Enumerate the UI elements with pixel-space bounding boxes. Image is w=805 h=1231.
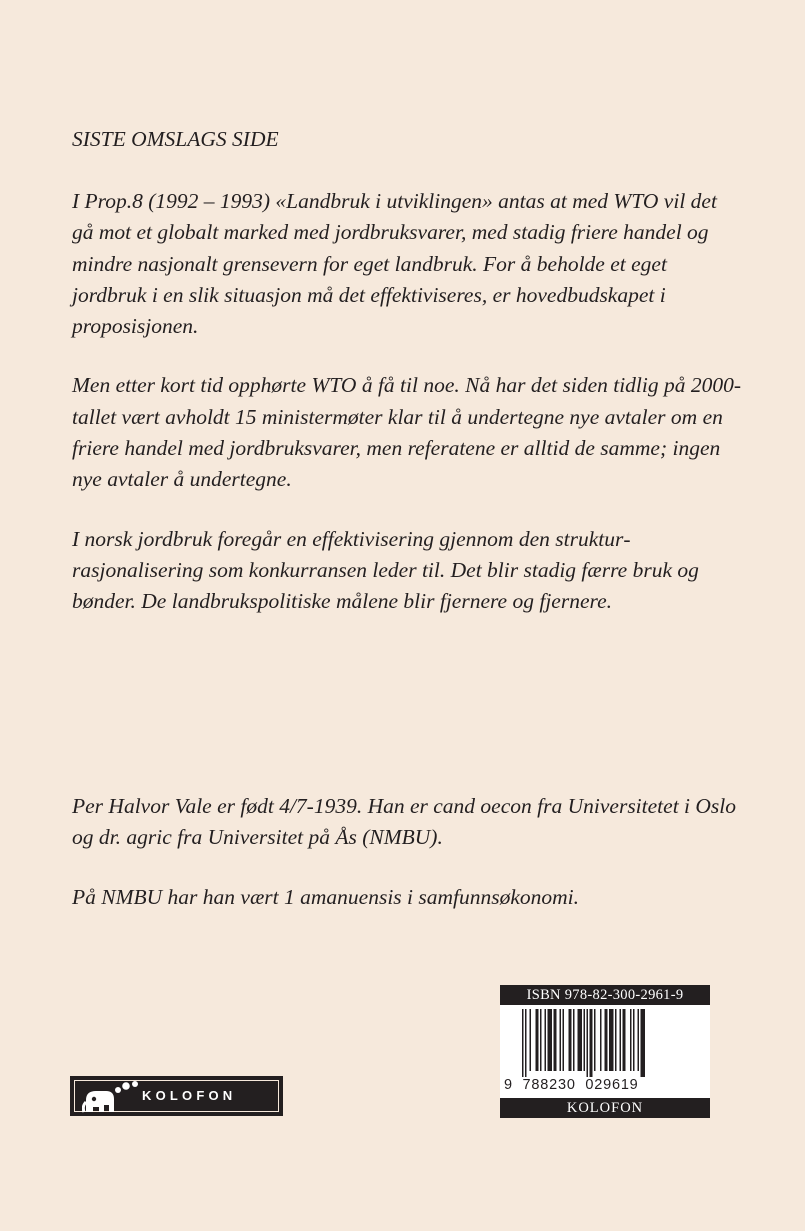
cover-header <box>72 124 742 183</box>
author-bio-paragraph: På NMBU har han vært 1 amanuensis i samfunnsøkonomi. <box>72 884 580 909</box>
author-bio <box>72 791 742 941</box>
barcode-digits: 9 788230 029619 <box>504 1077 639 1093</box>
blurb-paragraph: I norsk jordbruk foregår en effektivisering gjennom den strukturrasjonalisering som konkurransen leder til. Det blir stadig færre bruk og bønder. De landbrukspolitiske målene blir fjernere og fjernere. <box>72 526 699 614</box>
page-title: SISTE OMSLAGS SIDE <box>72 127 279 151</box>
isbn-label: ISBN 978-82-300-2961-9 <box>500 985 710 1005</box>
publisher-logo <box>70 1076 283 1116</box>
barcode-publisher: KOLOFON <box>500 1098 710 1118</box>
author-bio-paragraph: Per Halvor Vale er født 4/7-1939. Han er cand oecon fra Universitetet i Oslo og dr. agric fra Universitet på Ås (NMBU). <box>72 794 737 850</box>
blurb <box>72 186 742 646</box>
blurb-paragraph: Men etter kort tid opphørte WTO å få til noe. Nå har det siden tidlig på 2000-tallet vært avholdt 15 ministermøter klar til å undertegne nye avtaler om en friere handel med jordbruksvarer, men referatene er alltid de samme; ingen nye avtaler å undertegne. <box>72 373 742 492</box>
isbn-barcode <box>500 985 710 1118</box>
blurb-paragraph: I Prop.8 (1992 – 1993) «Landbruk i utviklingen» antas at med WTO vil det gå mot et globalt marked med jordbruksvarer, med stadig friere handel og mindre nasjonalt grensevern for eget landbruk. For å beholde et eget jordbruk i en slik situasjon må det effektiviseres, er hovedbudskapet i proposisjonen. <box>72 189 717 339</box>
kolofon-elephant-icon <box>82 1080 140 1114</box>
barcode-bars <box>522 1009 690 1077</box>
logo-text: KOLOFON <box>142 1088 237 1103</box>
barcode-area <box>500 1005 710 1098</box>
